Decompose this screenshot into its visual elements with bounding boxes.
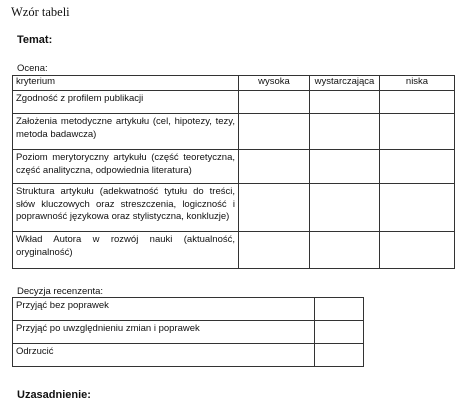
grade-cell-wysoka[interactable]: [239, 91, 310, 114]
table-row: [13, 344, 364, 367]
grade-cell-wysoka[interactable]: [239, 150, 310, 184]
decision-option: Przyjąć po uwzględnieniu zmian i poprawek: [13, 321, 315, 344]
decision-check-cell[interactable]: [315, 344, 364, 367]
ocena-label: Ocena:: [17, 63, 48, 74]
grade-cell-niska[interactable]: [380, 232, 455, 269]
grade-cell-wystarczajaca[interactable]: [310, 184, 380, 232]
decision-check-cell[interactable]: [315, 298, 364, 321]
grade-cell-niska[interactable]: [380, 150, 455, 184]
table-row: [13, 150, 455, 184]
criterion-cell: Zgodność z profilem publikacji: [13, 91, 239, 114]
header-wysoka: wysoka: [239, 76, 310, 91]
decyzja-label: Decyzja recenzenta:: [17, 286, 104, 297]
temat-heading: Temat:: [17, 34, 53, 46]
grade-cell-wystarczajaca[interactable]: [310, 91, 380, 114]
table-row: [13, 184, 455, 232]
grade-cell-wystarczajaca[interactable]: [310, 114, 380, 150]
uzasadnienie-heading: Uzasadnienie:: [17, 389, 91, 401]
evaluation-table: [12, 75, 455, 269]
criterion-cell: Wkład Autora w rozwój nauki (aktualność, oryginalność): [13, 232, 239, 269]
grade-cell-wysoka[interactable]: [239, 114, 310, 150]
decision-option: Odrzucić: [13, 344, 315, 367]
decision-option: Przyjąć bez poprawek: [13, 298, 315, 321]
criterion-cell: Założenia metodyczne artykułu (cel, hipotezy, tezy, metoda badawcza): [13, 114, 239, 150]
document-title: Wzór tabeli: [11, 5, 70, 19]
criterion-cell: Poziom merytoryczny artykułu (część teoretyczna, część analityczna, odpowiednia literatura): [13, 150, 239, 184]
table-row: [13, 321, 364, 344]
header-niska: niska: [380, 76, 455, 91]
table-row: [13, 232, 455, 269]
header-wystarczajaca: wystarczająca: [310, 76, 380, 91]
table-row: [13, 298, 364, 321]
table-row: [13, 114, 455, 150]
grade-cell-wystarczajaca[interactable]: [310, 150, 380, 184]
header-kryterium: kryterium: [13, 76, 239, 91]
grade-cell-wystarczajaca[interactable]: [310, 232, 380, 269]
grade-cell-wysoka[interactable]: [239, 184, 310, 232]
grade-cell-niska[interactable]: [380, 184, 455, 232]
decision-check-cell[interactable]: [315, 321, 364, 344]
grade-cell-niska[interactable]: [380, 91, 455, 114]
decision-table: [12, 297, 364, 367]
table-header-row: [13, 76, 455, 91]
grade-cell-wysoka[interactable]: [239, 232, 310, 269]
grade-cell-niska[interactable]: [380, 114, 455, 150]
table-row: [13, 91, 455, 114]
criterion-cell: Struktura artykułu (adekwatność tytułu do treści, słów kluczowych oraz streszczenia, logiczność i poprawność językowa oraz stylistyczna, konkluzje): [13, 184, 239, 232]
